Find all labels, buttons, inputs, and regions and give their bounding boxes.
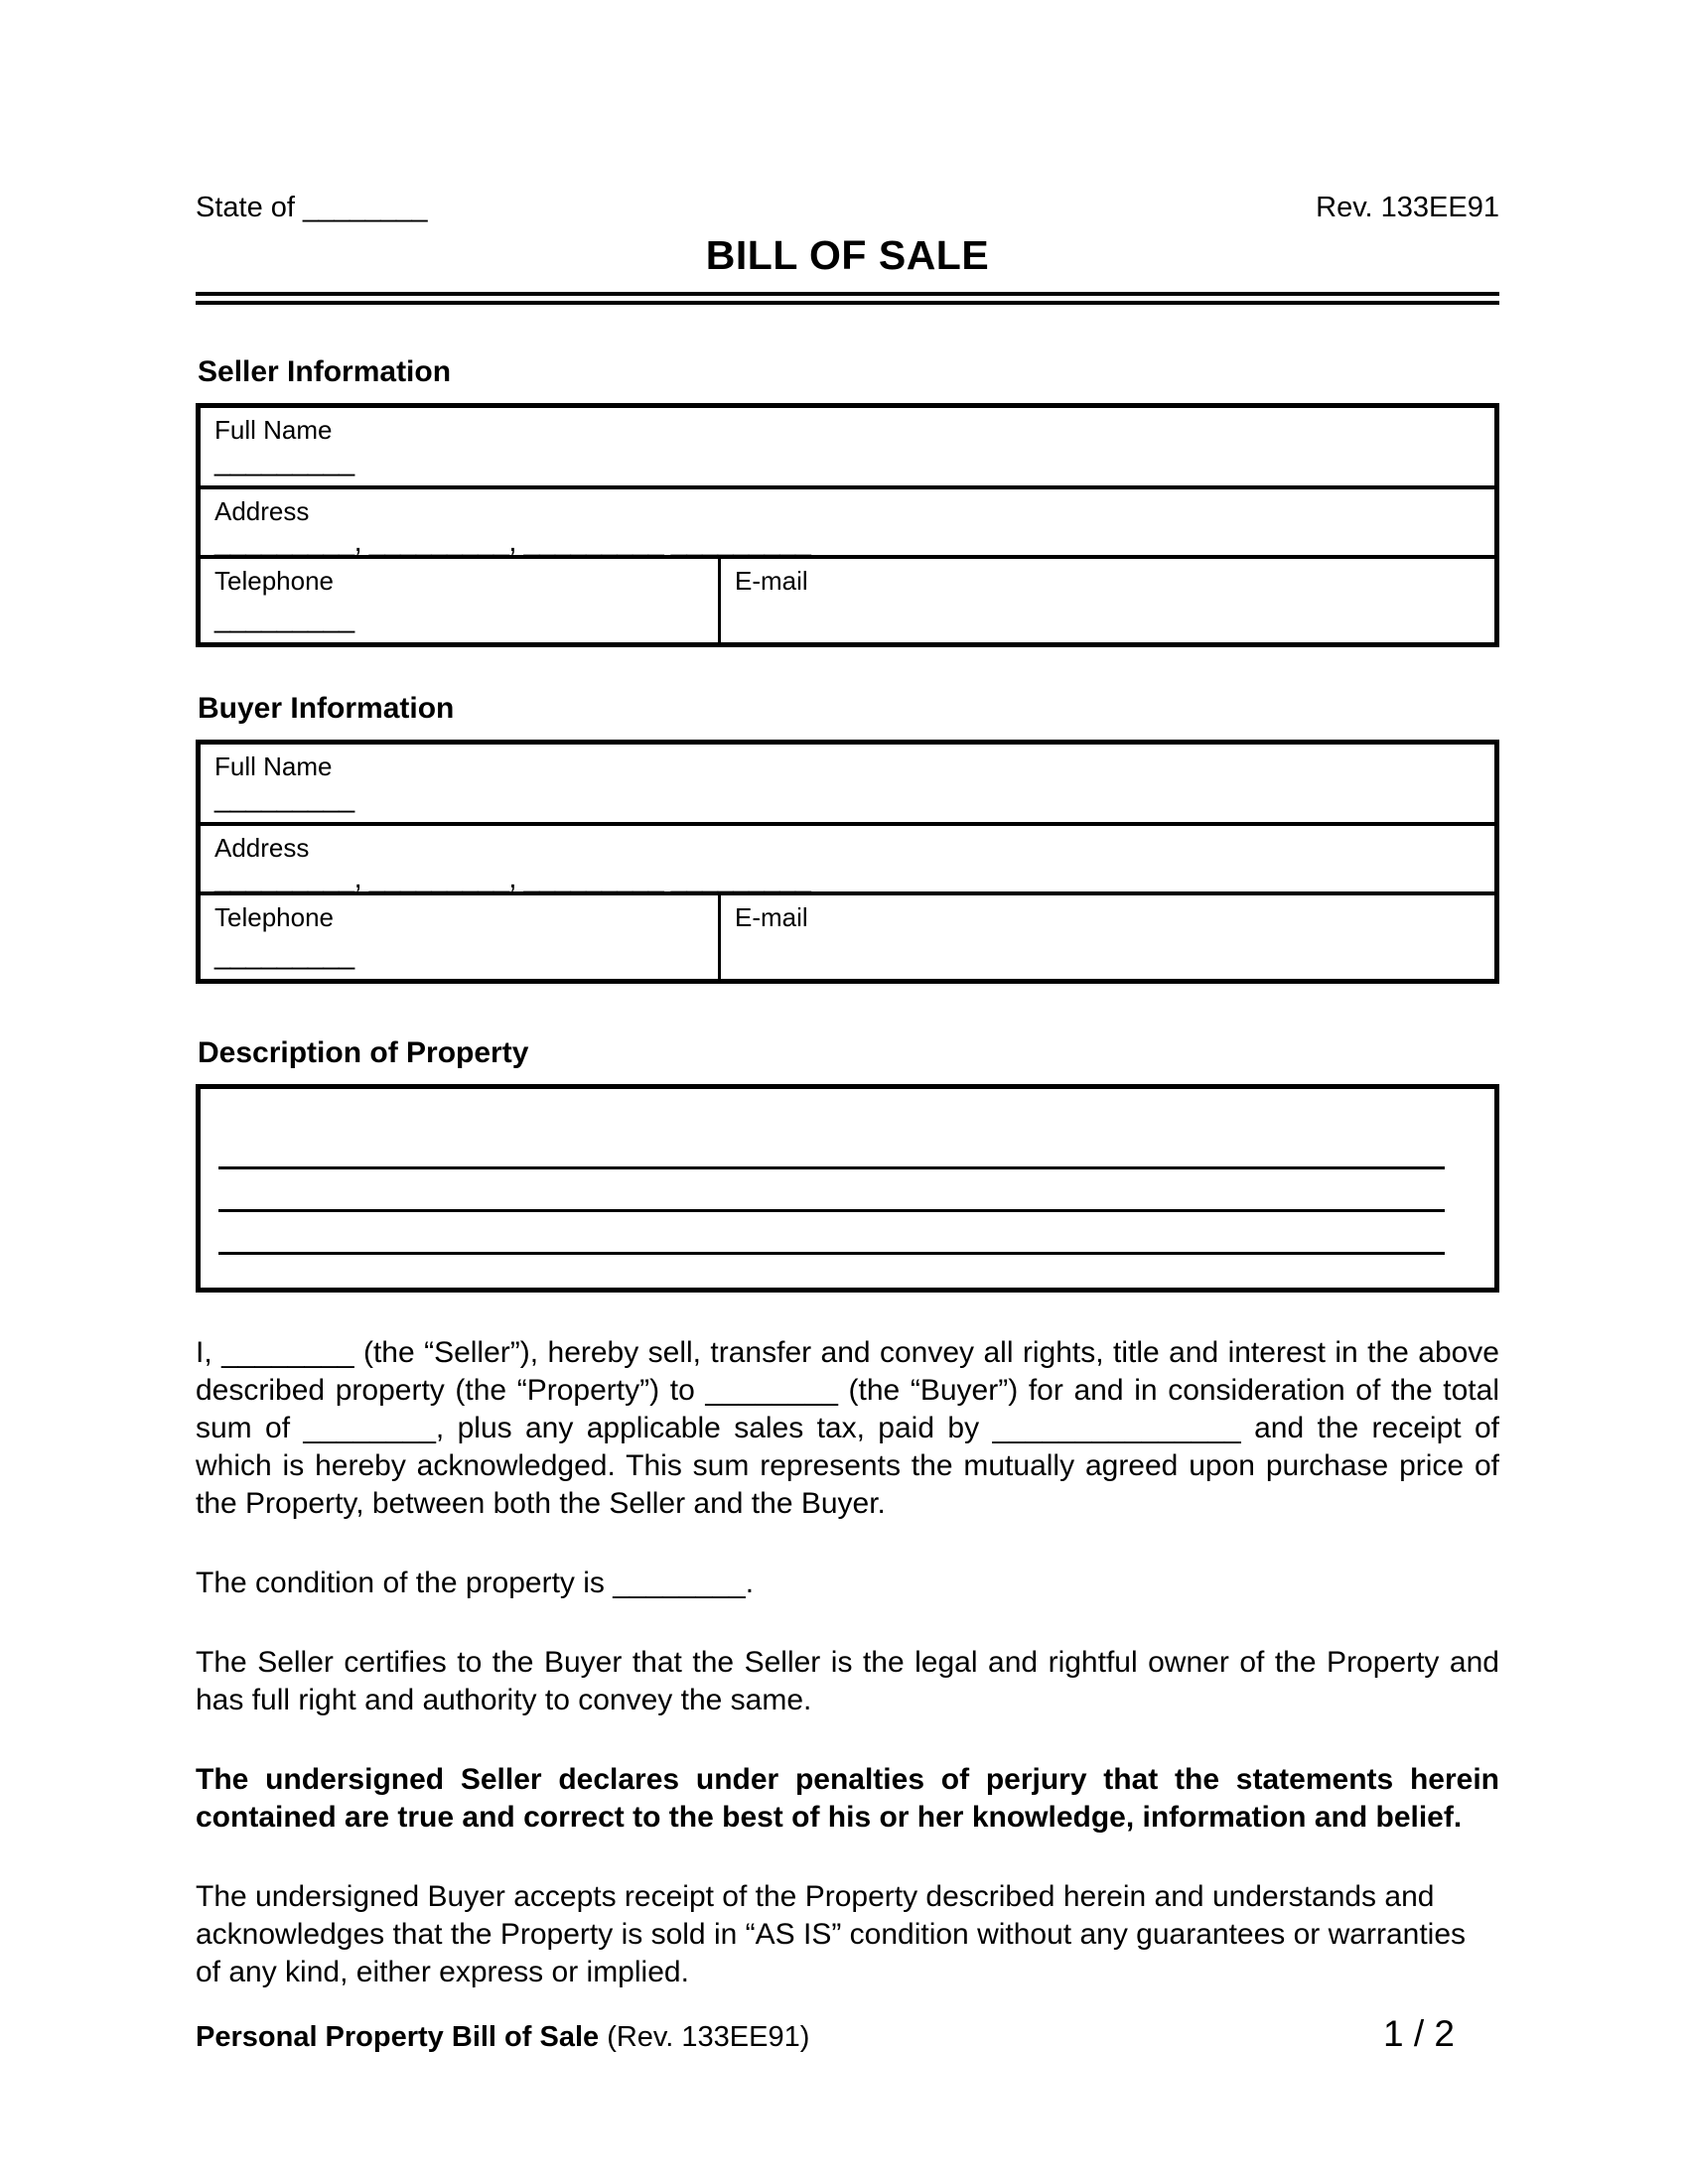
buyer-full-name-row xyxy=(201,745,1494,826)
seller-telephone-blank[interactable]: _________ xyxy=(214,603,354,634)
writein-line[interactable] xyxy=(218,1252,1445,1255)
revision-label: Rev. 133EE91 xyxy=(1316,192,1499,223)
buyer-telephone-blank[interactable]: _________ xyxy=(214,939,354,971)
buyer-telephone-label: Telephone xyxy=(214,902,334,932)
state-of-line xyxy=(196,191,427,224)
seller-section-heading: Seller Information xyxy=(198,355,452,388)
legal-terms xyxy=(196,1334,1499,1991)
ownership-paragraph: The Seller certifies to the Buyer that the Seller is the legal and rightful owner of the Property and has full right and authority to convey the same. xyxy=(196,1646,1499,1716)
buyer-full-name-label: Full Name xyxy=(214,751,333,781)
condition-line: The condition of the property is ________. xyxy=(196,1567,755,1599)
buyer-address-blank[interactable]: _________, _________, _________ _________ xyxy=(214,863,811,894)
buyer-full-name-blank[interactable]: _________ xyxy=(214,782,354,814)
seller-telephone-cell xyxy=(201,559,721,642)
seller-email-cell xyxy=(721,559,1494,642)
seller-address-row xyxy=(201,489,1494,559)
perjury-paragraph: The undersigned Seller declares under penalties of perjury that the statements herein contained are true and correct to the best of his or her knowledge, information and belief. xyxy=(196,1763,1499,1834)
page-number: 1 / 2 xyxy=(1383,2013,1455,2054)
writein-line[interactable] xyxy=(218,1166,1445,1169)
seller-address-blank[interactable]: _________, _________, _________ _________ xyxy=(214,526,811,558)
title-divider xyxy=(196,292,1499,305)
seller-email-label: E-mail xyxy=(735,566,808,596)
seller-contact-row xyxy=(201,559,1494,642)
buyer-info-table xyxy=(196,740,1499,984)
buyer-contact-row xyxy=(201,895,1494,979)
seller-telephone-label: Telephone xyxy=(214,566,334,596)
state-of-label: State of xyxy=(196,192,295,223)
sale-paragraph: I, ________ (the “Seller”), hereby sell, transfer and convey all rights, title and interest in the above described property (the “Property”) to ________ (the “Buyer”) for and in consideration of the total sum of ________, plus any applicable sales tax, paid by _______________ and the receipt of which is hereby acknowledged. This sum represents the mutually agreed upon purchase price of the Property, between both the Seller and the Buyer. xyxy=(196,1336,1499,1520)
document-title: BILL OF SALE xyxy=(705,232,990,278)
footer-title: Personal Property Bill of Sale xyxy=(196,2021,600,2053)
seller-full-name-blank[interactable]: _________ xyxy=(214,446,354,478)
property-section xyxy=(196,1035,1499,1293)
seller-section xyxy=(196,354,1499,647)
seller-full-name-row xyxy=(201,408,1494,489)
seller-address-label: Address xyxy=(214,496,310,526)
property-description-box xyxy=(196,1084,1499,1293)
buyer-section-heading: Buyer Information xyxy=(198,692,455,725)
document-page xyxy=(196,0,1499,1991)
property-section-heading: Description of Property xyxy=(198,1036,529,1069)
footer-revision: (Rev. 133EE91) xyxy=(607,2021,810,2053)
buyer-email-cell xyxy=(721,895,1494,979)
buyer-address-label: Address xyxy=(214,833,310,863)
state-of-blank[interactable]: ________ xyxy=(303,192,428,223)
writein-line[interactable] xyxy=(218,1209,1445,1212)
buyer-telephone-cell xyxy=(201,895,721,979)
footer-document-name xyxy=(196,2019,809,2055)
page-footer xyxy=(196,2013,1499,2055)
buyer-section xyxy=(196,691,1499,984)
buyer-email-label: E-mail xyxy=(735,902,808,932)
seller-info-table xyxy=(196,403,1499,647)
buyer-address-row xyxy=(201,826,1494,895)
as-is-paragraph: The undersigned Buyer accepts receipt of the Property described herein and understands and acknowledges that the Property is sold in “AS IS” condition without any guarantees or warranties of any kind, either express or implied. xyxy=(196,1880,1467,1988)
seller-full-name-label: Full Name xyxy=(214,415,333,445)
property-writein-lines xyxy=(218,1166,1445,1255)
header-row xyxy=(196,191,1499,224)
